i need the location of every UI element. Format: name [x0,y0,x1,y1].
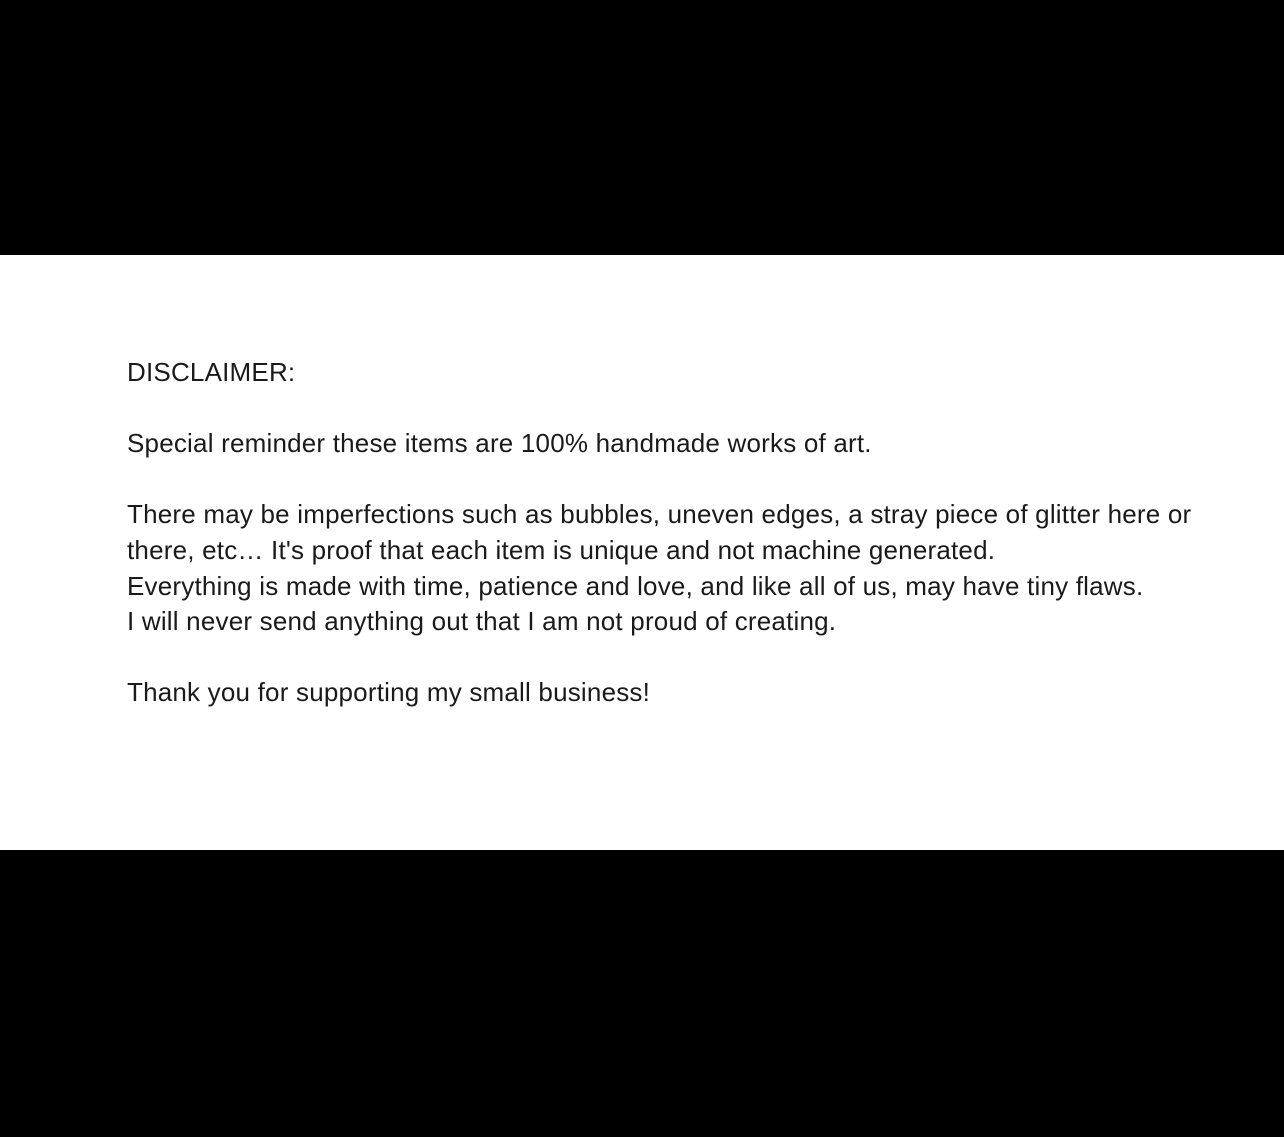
paragraph-line: there, etc… It's proof that each item is unique and not machine generated. [127,534,996,565]
blank-line [127,391,1214,427]
paragraph-line: Thank you for supporting my small business! [127,677,651,708]
paragraph-line: There may be imperfections such as bubbles, uneven edges, a stray piece of glitter here or [127,499,1192,530]
blank-line [127,640,1214,676]
letterbox-bottom [0,850,1284,1137]
blank-line [127,462,1214,498]
disclaimer-heading: DISCLAIMER: [127,357,296,387]
paragraph-line: Everything is made with time, patience and love, and like all of us, may have tiny flaws. [127,570,1144,601]
paragraph-line: Special reminder these items are 100% handmade works of art. [127,428,872,459]
disclaimer-text-block [127,355,1214,711]
document-area [0,255,1284,850]
paragraph-line: I will never send anything out that I am not proud of creating. [127,606,837,637]
letterbox-top [0,0,1284,255]
